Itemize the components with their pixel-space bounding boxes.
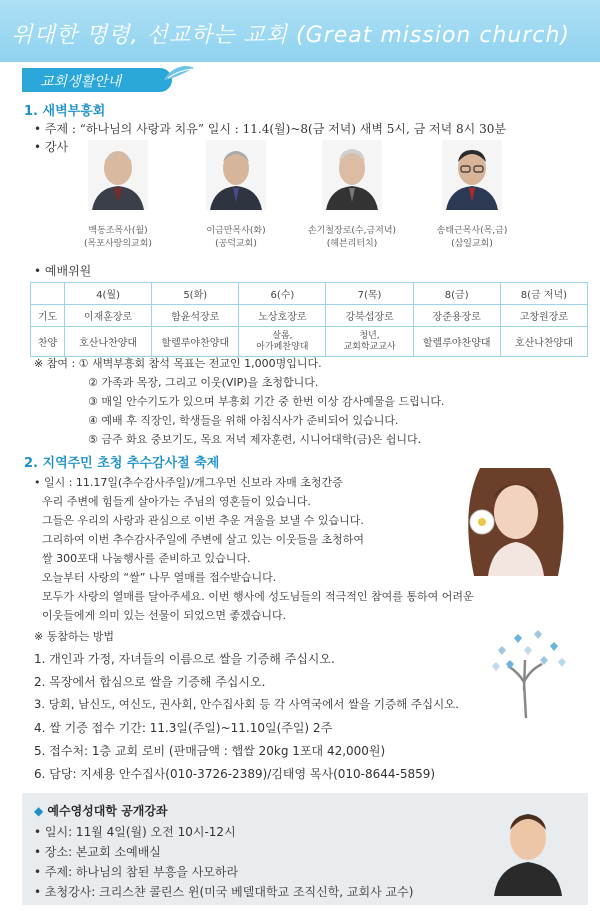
table-cell: 고창원장로 [500,305,587,327]
speaker-3-photo [322,140,382,210]
table-cell: 호산나찬양대 [65,327,152,357]
method-item: 4. 쌀 기증 접수 기간: 11.3일(주일)~11.10일(주일) 2주 [34,721,333,735]
day-header: 8(금 저녁) [500,283,587,305]
speakers-label: • 강사 [34,140,69,154]
table-cell: 노상호장로 [239,305,326,327]
section-tag [22,68,182,92]
note-line: ③ 매일 안수기도가 있으며 부흥회 기간 중 한번 이상 감사예물을 드립니다. [88,395,445,408]
speaker-3-caption [297,225,407,251]
body-line: 모두가 사랑의 열매를 달아주세요. 이번 행사에 성도님들의 적극적인 참여를 통하여 어려운 [42,590,474,603]
revival-heading: 1. 새벽부흥회 [24,104,106,119]
day-header: 5(화) [152,283,239,305]
note-line: ④ 예배 후 직장인, 학생들을 위해 아침식사가 준비되어 있습니다. [88,414,399,427]
banner-title: 위대한 명령, 선교하는 교회 (Great mission church) [11,23,570,48]
table-row [31,327,588,357]
header-banner [0,0,600,62]
heart-tree-illustration [478,620,578,720]
lecture-line: • 주제: 하나님의 참된 부흥을 사모하라 [34,865,239,879]
speaker-4-church: (삼일교회) [451,239,493,249]
diamond-icon: ◆ [34,804,48,818]
methods-label: ※ 동참하는 방법 [34,630,114,643]
method-item: 5. 접수처: 1층 교회 로비 (판매금액 : 햅쌀 20kg 1포대 42,000원) [34,744,386,758]
guest-photo [440,468,588,576]
note-line: ⑤ 금주 화요 중보기도, 목요 저녁 제자훈련, 시니어대학(금)은 쉽니다. [88,433,422,446]
row-label: 기도 [31,305,65,327]
lecture-heading [34,802,168,819]
table-cell: 장준용장로 [413,305,500,327]
speaker-1-church: (목포사랑의교회) [84,239,152,249]
note-line: ② 가족과 목장, 그리고 이웃(VIP)을 초청합니다. [88,376,319,389]
method-item: 2. 목장에서 합심으로 쌀을 기증해 주십시오. [34,675,266,689]
speaker-3-church: (헤븐리터치) [326,239,378,249]
table-cell: 할렐루야찬양대 [413,327,500,357]
note-line: ※ 참여 : ① 새벽부흥회 참석 목표는 전교인 1,000명입니다. [34,357,322,370]
table-cell: 청년, 교회학교교사 [326,327,413,357]
body-line: 이웃들에게 의미 있는 선물이 되었으면 좋겠습니다. [42,609,287,622]
speaker-2-photo [206,140,266,210]
lecture-line: • 장소: 본교회 소예배실 [34,845,161,859]
table-row [31,305,588,327]
worship-committee-table [30,282,588,357]
speaker-1-caption [63,225,173,251]
row-label: 찬양 [31,327,65,357]
speaker-1-photo [88,140,148,210]
method-item: 6. 담당: 지세용 안수집사(010-3726-2389)/김태영 목사(010-8644-5859) [34,767,436,781]
speaker-3-name: 손기철장로(수,금저녁) [307,226,397,236]
table-cell: 호산나찬양대 [500,327,587,357]
speaker-2-name: 이금만목사(화) [206,226,266,236]
body-line: 우리 주변에 힘들게 살아가는 주님의 영혼들이 있습니다. [42,495,311,508]
speaker-1-name: 백동조목사(월) [88,226,148,236]
body-line: 쌀 300포대 나눔행사를 준비하고 있습니다. [42,552,251,565]
speaker-4-caption [417,225,527,251]
body-line: 오늘부터 사랑의 “쌀” 나무 열매를 접수받습니다. [42,571,277,584]
method-item: 1. 개인과 가정, 자녀들의 이름으로 쌀을 기증해 주십시오. [34,652,335,666]
speaker-2-caption [181,225,291,251]
table-cell: 할렐루야찬양대 [152,327,239,357]
lecture-heading-label: 예수영성대학 공개강좌 [47,804,168,818]
table-cell: 함윤석장로 [152,305,239,327]
body-line: 그리하여 이번 추수감사주일에 주변에 살고 있는 이웃들을 초청하여 [42,533,365,546]
speaker-4-name: 송태근목사(목,금) [436,226,508,236]
day-header: 8(금) [413,283,500,305]
table-corner-cell [31,283,65,305]
table-cell: 강북섭장로 [326,305,413,327]
lecturer-photo [488,800,568,896]
day-header: 4(월) [65,283,152,305]
leaf-icon [162,64,196,84]
day-header: 7(목) [326,283,413,305]
lecture-line: • 일시: 11월 4일(월) 오전 10시-12시 [34,825,236,839]
day-header: 6(수) [239,283,326,305]
thanksgiving-heading: 2. 지역주민 초청 추수감사절 축제 [24,456,220,471]
speaker-4-photo [442,140,502,210]
table-cell: 이재훈장로 [65,305,152,327]
body-line: • 일시 : 11.17일(추수감사주일)/개그우먼 신보라 자매 초청간증 [34,476,343,489]
section-tag-label: 교회생활안내 [40,74,122,90]
table-cell: 살롬, 아가페찬양대 [239,327,326,357]
speaker-2-church: (공덕교회) [215,239,257,249]
body-line: 그들은 우리의 사랑과 관심으로 이번 추운 겨울을 보낼 수 있습니다. [42,514,364,527]
committee-label: • 예배위원 [34,264,92,278]
lecture-line: • 초청강사: 크리스챤 콜린스 윈(미국 베델대학교 조직신학, 교회사 교수) [34,885,414,899]
table-header-row [31,283,588,305]
method-item: 3. 당회, 남신도, 여신도, 권사회, 안수집사회 등 각 사역국에서 쌀을 기증해 주십시오. [34,697,459,711]
revival-theme-line: • 주제 : “하나님의 사랑과 치유” 일시 : 11.4(월)~8(금 저녁) 새벽 5시, 금 저녁 8시 30분 [34,122,506,136]
